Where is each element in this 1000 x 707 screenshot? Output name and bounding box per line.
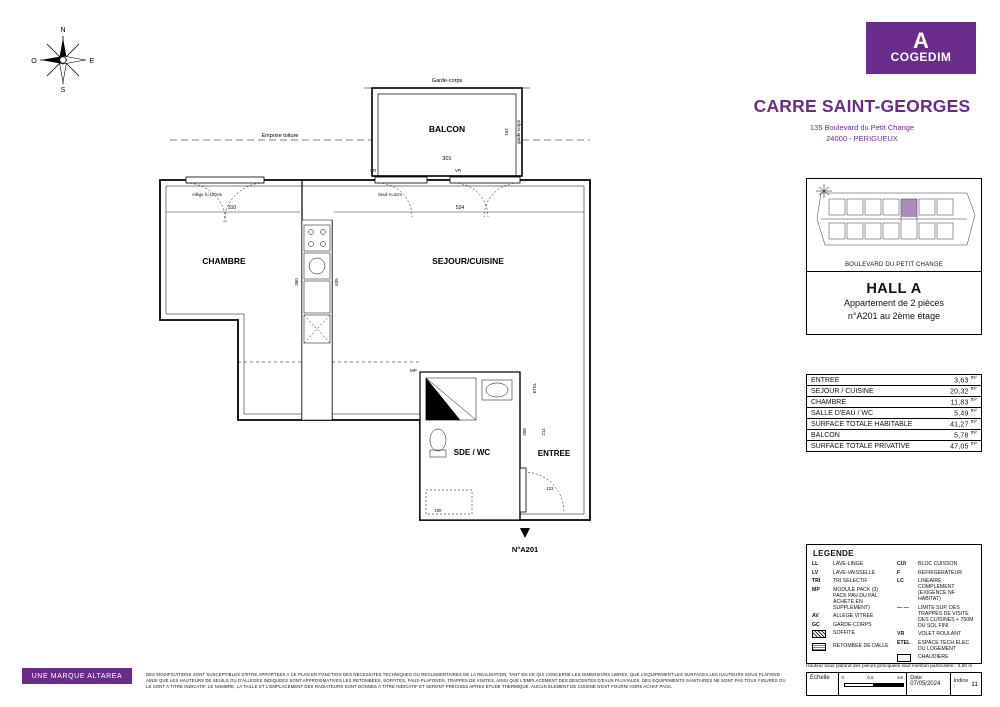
legend-code: ETEL <box>897 639 911 646</box>
legend-item <box>812 570 891 576</box>
legend-code: LL <box>812 561 819 567</box>
legend-desc: BLOC CUISSON <box>918 561 958 567</box>
legend-code: MP <box>812 586 820 593</box>
address-line-2: 24000 - PERIGUEUX <box>826 134 898 143</box>
scale-label: Echelle <box>807 673 839 695</box>
legend-desc: LAVE-LINGE <box>833 561 864 567</box>
legend-desc: SOFFITE <box>833 630 855 636</box>
hall-info-block <box>806 270 982 335</box>
table-row <box>807 441 981 452</box>
legend-desc: LIMITE SUP. DES TRAPPES DE VISITE DES CUISINES + 750M DU SOL FINI <box>918 604 974 629</box>
legend-item <box>812 643 891 653</box>
legend-code: TRI <box>812 578 821 584</box>
table-row <box>807 375 981 386</box>
table-row <box>807 397 981 408</box>
soffite-hatch-icon <box>812 630 826 638</box>
surface-value: 5,49 <box>954 410 969 418</box>
legend-column-right <box>897 561 976 667</box>
altarea-badge: UNE MARQUE ALTAREA <box>22 668 132 684</box>
legend-code: VR <box>897 631 905 637</box>
surface-value: 3,63 <box>954 377 969 385</box>
address-line-1: 135 Boulevard du Petit Change <box>809 123 915 132</box>
surface-label: SALLE D'EAU / WC <box>811 409 874 417</box>
indice-cell <box>951 673 981 695</box>
apartment-number-label: N°A201 <box>511 545 539 554</box>
room-label-chambre: CHAMBRE <box>202 256 246 266</box>
legend-item: — — LIMITE SUP. DES TRAPPES DE VISITE DES CUISINES + 750M DU SOL FINI <box>897 605 976 629</box>
apartment-type: Appartement de 2 pièces <box>843 298 945 308</box>
sde-dim-100: 100 <box>434 508 442 513</box>
legend-item <box>812 613 891 619</box>
chambre-depth-360: 360 <box>294 278 299 286</box>
room-label-sde-wc: SDE / WC <box>453 448 491 457</box>
surface-label: ENTREE <box>811 376 840 384</box>
hall-title: HALL A <box>866 281 922 297</box>
surface-label: CHAMBRE <box>811 398 847 406</box>
table-row <box>807 408 981 419</box>
chaudiere-icon <box>897 654 911 662</box>
room-label-balcon: BALCON <box>428 124 466 134</box>
surface-label: BALCON <box>811 431 840 439</box>
surface-table <box>806 374 982 452</box>
legend-desc: ALLEGE VITREE <box>833 613 874 619</box>
indice-label: Indice : <box>953 678 969 690</box>
balcon-dim-162: 162 <box>504 128 509 136</box>
surface-unit: m² <box>970 441 977 448</box>
legend-desc: VOLET ROULANT <box>918 631 962 637</box>
legend-desc: CHAUDIERE <box>918 654 949 660</box>
legend-item <box>897 570 976 576</box>
legend-item <box>812 587 891 611</box>
sejour-dim-524: 524 <box>455 205 465 211</box>
legend-title: LEGENDE <box>813 549 854 558</box>
surface-label: SURFACE TOTALE HABITABLE <box>811 420 913 428</box>
etel-label: ETEL <box>532 382 537 394</box>
surface-unit: m² <box>970 430 977 437</box>
surface-value: 20,32 <box>950 388 969 396</box>
key-plan <box>806 178 982 272</box>
legend-item <box>897 631 976 637</box>
legend-desc: REFRIGERATEUR <box>918 569 962 576</box>
compass-east-label: E <box>89 58 95 65</box>
scale-tick-1: 0,5 <box>867 675 874 680</box>
compass-north-label: N <box>60 27 66 34</box>
legend-desc: MODULE PACK (3) PACK PAV-DU PAL ACHETE EN SUPPLEMENT) <box>833 586 879 611</box>
legend-item <box>897 578 976 602</box>
surface-value: 5,78 <box>954 432 969 440</box>
surface-value: 47,05 <box>950 443 969 451</box>
legend-code: LV <box>812 569 819 576</box>
date-value: 07/05/2024 <box>910 681 941 687</box>
sde-dim-308: 308 <box>522 428 527 436</box>
legend-item <box>897 561 976 567</box>
vr-label-2: VR <box>455 168 462 173</box>
kitchen-depth-635: 635 <box>334 278 339 286</box>
legend-desc: RETOMBEE DE DALLE <box>833 642 889 649</box>
emprise-toiture-label: Emprise toiture <box>261 133 299 139</box>
legend-item <box>897 654 976 664</box>
legend-desc: ESPACE TECH ELEC DU LOGEMENT <box>918 639 970 652</box>
apartment-number-floor: n°A201 au 2ème étage <box>847 311 941 321</box>
table-row <box>807 386 981 397</box>
compass-south-label: S <box>60 87 66 94</box>
legend-desc: TRI SELECTIF <box>833 578 868 584</box>
compass-rose <box>28 22 98 94</box>
legend-item <box>897 640 976 652</box>
legend-desc: GARDE-CORPS <box>833 621 872 628</box>
legend-desc: LINEAIRE COMPLEMENT (EXIGENCE NF HABITAT) <box>918 578 955 602</box>
entrance-arrow-icon <box>520 528 530 538</box>
legend-item <box>812 561 891 567</box>
legend-item <box>812 578 891 584</box>
date-label: Date <box>910 675 922 681</box>
surface-unit: m² <box>970 408 977 415</box>
vr-label-1: VR <box>370 168 377 173</box>
project-address <box>744 122 980 144</box>
keyplan-street-label: BOULEVARD DU PETIT CHANGE <box>845 262 943 268</box>
sde-dim-211: 211 <box>541 428 546 436</box>
room-label-entree: ENTREE <box>537 449 571 458</box>
legend-column-left <box>812 561 891 667</box>
logo-wordmark: COGEDIM <box>890 50 952 64</box>
legend-code: F <box>897 569 901 576</box>
legend-item <box>812 622 891 628</box>
legend-code: CUI <box>897 561 906 567</box>
room-label-sejour-cuisine: SEJOUR/CUISINE <box>432 256 504 266</box>
surface-label: SEJOUR / CUISINE <box>811 387 874 395</box>
table-row <box>807 419 981 430</box>
allege-label: Allège h=100cm <box>192 192 223 197</box>
legend-item <box>812 630 891 640</box>
table-row <box>807 430 981 441</box>
surface-label: SURFACE TOTALE PRIVATIVE <box>811 442 910 450</box>
surface-value: 41,27 <box>950 421 969 429</box>
project-title: CARRE SAINT-GEORGES <box>753 96 971 116</box>
balcon-garde-corps-side: garde-corps <box>516 119 521 145</box>
cogedim-logo <box>866 22 976 74</box>
scale-tick-2: 1m <box>897 675 904 680</box>
entree-dim-123: 123 <box>546 486 554 491</box>
logo-mark: A <box>913 28 929 53</box>
legend-code: GC <box>812 621 820 628</box>
legend-desc: LAVE-VAISSELLE <box>833 569 876 576</box>
legend-code: LC <box>897 578 904 584</box>
indice-value: 11 <box>971 680 978 688</box>
surface-value: 11,83 <box>950 399 969 407</box>
retombee-grid-icon <box>812 643 826 651</box>
legend-block <box>806 544 982 664</box>
scale-date-block <box>806 672 982 696</box>
mp-label: MP <box>410 368 417 373</box>
legend-code: AV <box>812 613 819 619</box>
date-cell <box>907 673 950 695</box>
surface-unit: m² <box>970 397 977 404</box>
balcon-dim-301: 301 <box>442 156 452 162</box>
chambre-dim-310: 310 <box>227 205 237 211</box>
surface-unit: m² <box>970 386 977 393</box>
surface-unit: m² <box>970 419 977 426</box>
scale-bar <box>839 673 908 695</box>
floor-plan-drawing <box>120 20 760 580</box>
surface-unit: m² <box>970 375 977 382</box>
legal-disclaimer: DES MODIFICATIONS SONT SUSCEPTIBLES D'ETRE APPORTEES A CE PLAN EN FONCTION DES NECESSITES TECHNIQUES OU REGLEMENTAIRES DE LA REALISATION, TANT EN CE QUI CONCERNE LES DIMENSIONS LIBRES, QUE L'EQUIPEMENT.LES SURFACES,LES HAUTEURS SOUS PLAFOND AINSI QUE LES HAUTEURS DE SEUILS OU D'ALLEGES INDIQUEES SONT APPROXIMATIVES.LES RETOMBEES, SOFFITES, FAUX-PLAFONDS, TRAPPES DE VISITES, AINSI QUE L'EMPLACEMENT DES DESCENTES D'EAUX PLUVIALES, DES EQUIPEMENTS SANITAIRES NE SONT PAS TOUS FIGURES OU LE SONT A TITRE INDICATIF. LE NOMBRE, LA TAILLE ET L'EMPLACEMENT DES RADIATEURS SONT DONNES A TITRE INDICATIF ET SERONT PRECISES APRES ETUDE THERMIQUE. AUCUN ELEMENT DE CUISINE N'EST FOURNI HORS ACHAT PACK. <box>146 672 786 690</box>
ceiling-height-note: Hauteur sous plafond des pièces principales sauf mention particulière : 2,50 m <box>806 664 973 669</box>
scale-tick-0: 0 <box>841 675 845 680</box>
garde-corps-label: Garde-corps <box>431 78 463 84</box>
compass-west-label: O <box>31 58 37 65</box>
seuil-label: Seuil H=2cm <box>378 192 402 197</box>
